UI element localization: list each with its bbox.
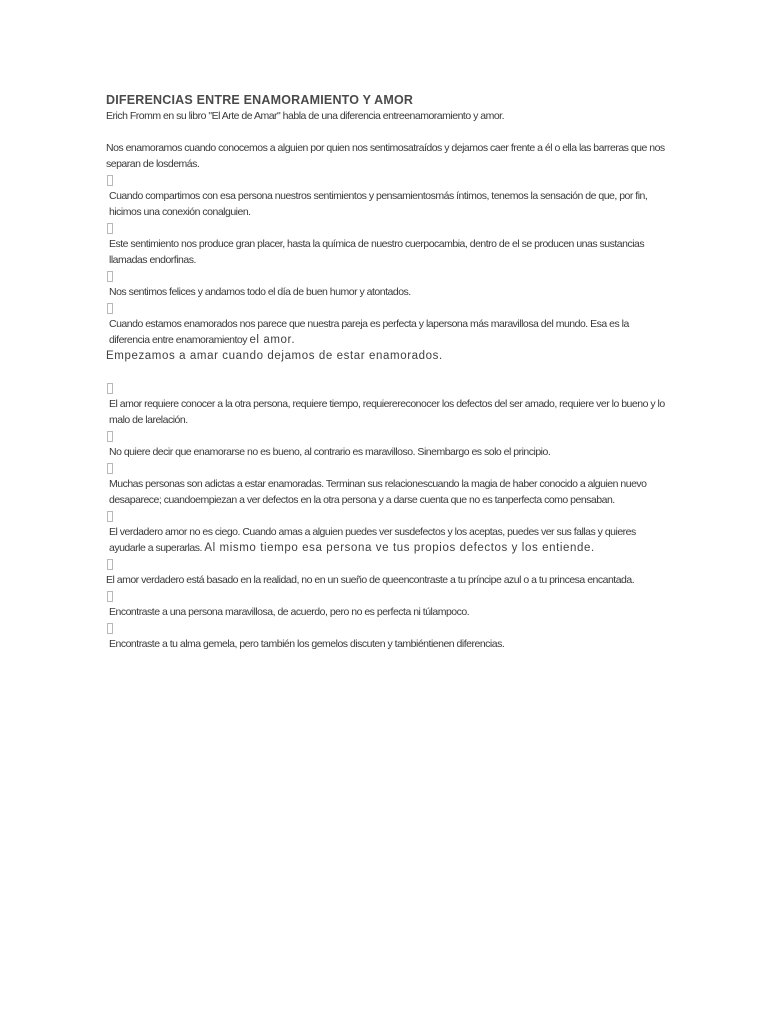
missing-glyph-icon [107, 511, 113, 522]
paragraph-5-text: Cuando estamos enamorados nos parece que nuestra pareja es perfecta y lapersona más maravillosa del mundo. Esa es la diferencia entre enamoramientoy [109, 318, 629, 346]
intro-paragraph: Erich Fromm en su libro "El Arte de Amar" habla de una diferencia entreenamoramiento y amor. [106, 110, 505, 122]
paragraph-6: Empezamos a amar cuando dejamos de estar enamorados. [106, 350, 443, 362]
paragraph-10 [106, 524, 666, 556]
missing-glyph-icon [107, 303, 113, 314]
paragraph-5-tail: el amor. [249, 334, 296, 346]
missing-glyph-icon [107, 463, 113, 474]
missing-glyph-icon [107, 175, 113, 186]
paragraph-3: Este sentimiento nos produce gran placer, hasta la química de nuestro cuerpocambia, dentro de el se producen unas sustancias llamadas endorfinas. [109, 238, 645, 266]
missing-glyph-icon [107, 623, 113, 634]
paragraph-11: El amor verdadero está basado en la realidad, no en un sueño de queencontraste a tu príncipe azul o a tu princesa encantada. [106, 574, 635, 586]
missing-glyph-icon [107, 223, 113, 234]
missing-glyph-icon [107, 559, 113, 570]
paragraph-9: Muchas personas son adictas a estar enamoradas. Terminan sus relacionescuando la magia de haber conocido a alguien nuevo desaparece; cuandoempiezan a ver defectos en la otra persona y a darse cuenta que no es tanperfecta como pensaban. [109, 478, 647, 506]
paragraph-1: Nos enamoramos cuando conocemos a alguien por quien nos sentimosatraídos y dejamos caer frente a él o ella las barreras que nos separan de losdemás. [106, 142, 665, 170]
missing-glyph-icon [107, 271, 113, 282]
document-title: DIFERENCIAS ENTRE ENAMORAMIENTO Y AMOR [106, 93, 414, 107]
spacer [106, 364, 666, 380]
paragraph-7: El amor requiere conocer a la otra persona, requiere tiempo, requierereconocer los defectos del ser amado, requiere ver lo bueno y lo malo de larelación. [109, 398, 665, 426]
paragraph-2: Cuando compartimos con esa persona nuestros sentimientos y pensamientosmás íntimos, tenemos la sensación de que, por fin, hicimos una conexión conalguien. [109, 190, 648, 218]
paragraph-13: Encontraste a tu alma gemela, pero también los gemelos discuten y tambiéntienen diferencias. [109, 638, 505, 650]
missing-glyph-icon [107, 383, 113, 394]
paragraph-12: Encontraste a una persona maravillosa, de acuerdo, pero no es perfecta ni túlampoco. [109, 606, 470, 618]
paragraph-5 [106, 316, 666, 348]
missing-glyph-icon [107, 591, 113, 602]
spacer [106, 124, 666, 140]
missing-glyph-icon [107, 431, 113, 442]
paragraph-8: No quiere decir que enamorarse no es bueno, al contrario es maravilloso. Sinembargo es solo el principio. [109, 446, 551, 458]
paragraph-10-tail: Al mismo tiempo esa persona ve tus propios defectos y los entiende. [204, 542, 595, 554]
paragraph-10-text: El verdadero amor no es ciego. Cuando amas a alguien puedes ver susdefectos y los aceptas, puedes ver sus fallas y quieres ayudarle a superarlas. [109, 526, 636, 554]
document-page [106, 92, 666, 652]
paragraph-4: Nos sentimos felices y andamos todo el día de buen humor y atontados. [109, 286, 411, 298]
